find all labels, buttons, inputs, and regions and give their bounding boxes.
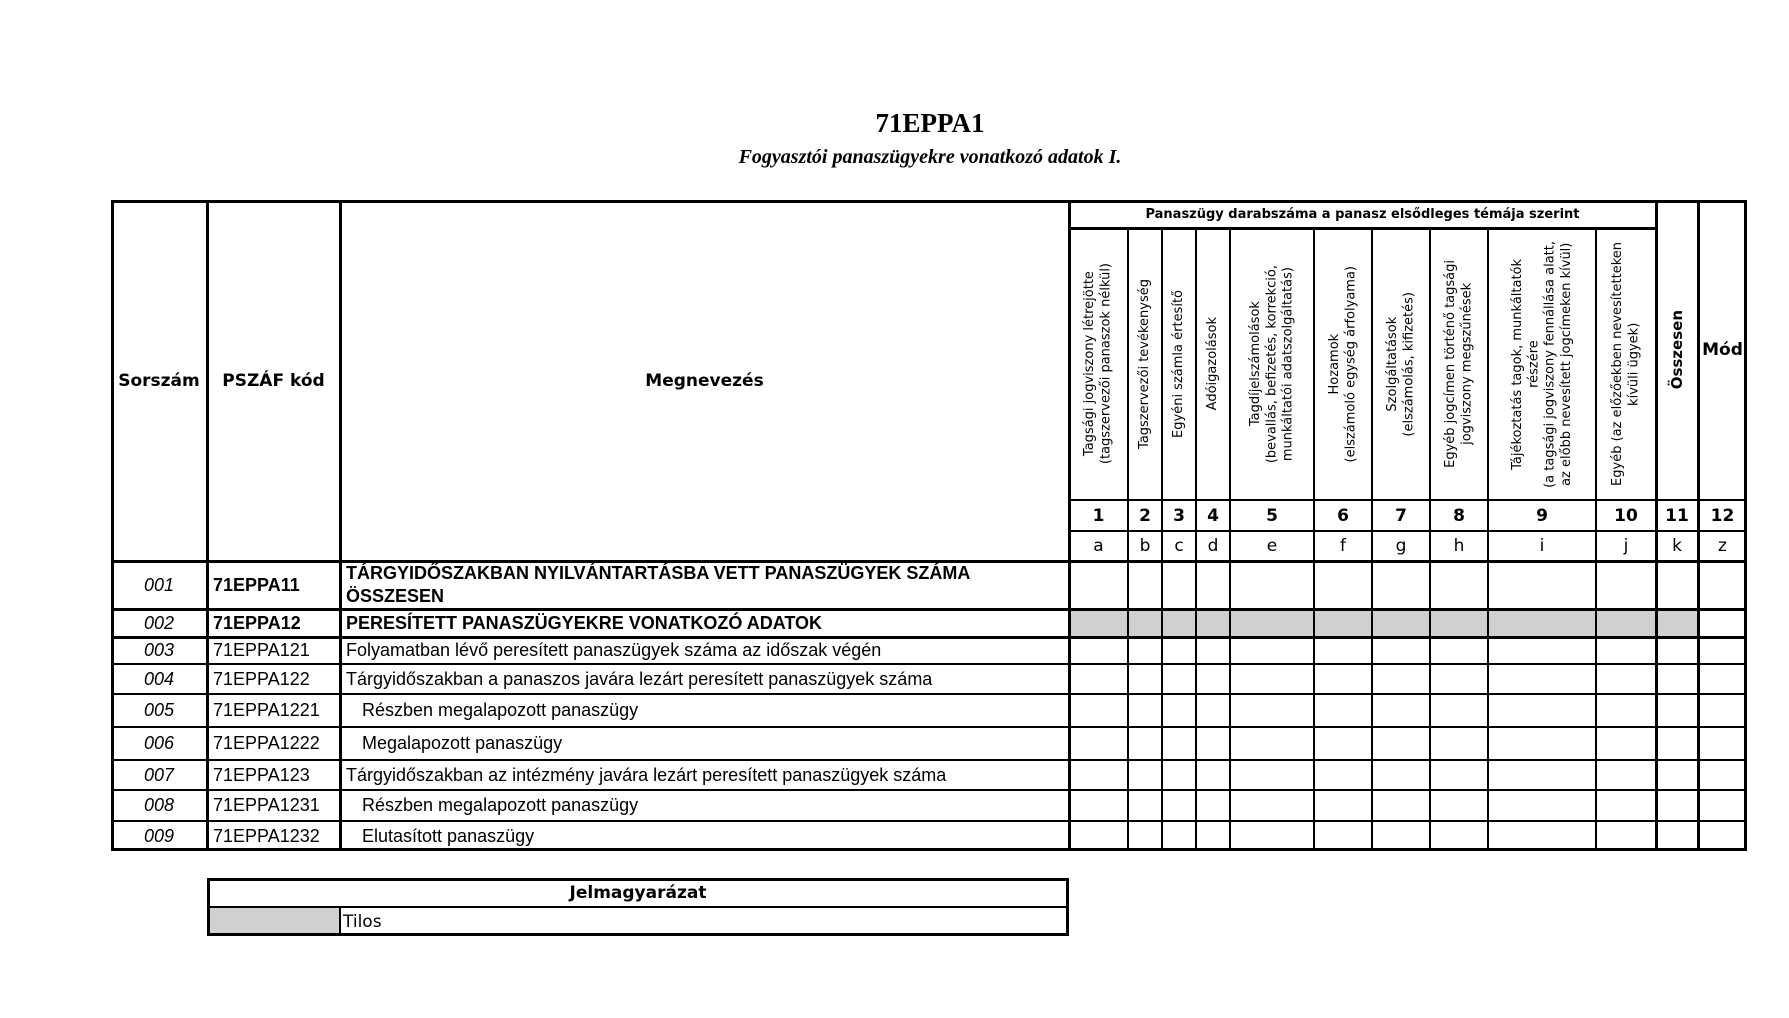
data-cell[interactable] <box>1314 727 1372 760</box>
data-cell[interactable] <box>1488 664 1596 694</box>
row-megnevezes: PERESÍTETT PANASZÜGYEKRE VONATKOZÓ ADATOK <box>346 612 823 633</box>
data-cell[interactable] <box>1196 664 1230 694</box>
grid-line <box>339 907 341 936</box>
column-header-label: Egyéb (az előzőekben nevesítetteken kívüli ügyek) <box>1609 242 1641 486</box>
data-cell[interactable] <box>1196 790 1230 821</box>
data-cell[interactable] <box>1698 790 1747 821</box>
data-cell[interactable] <box>1196 727 1230 760</box>
header-mod: Mód <box>1702 340 1743 360</box>
row-kod: 71EPPA1222 <box>213 733 320 753</box>
grid-line <box>1487 228 1489 851</box>
data-cell[interactable] <box>1596 790 1656 821</box>
data-cell[interactable] <box>1162 760 1196 790</box>
column-number: 1 <box>1092 505 1105 526</box>
data-cell[interactable] <box>1196 821 1230 851</box>
grid-line <box>206 200 209 851</box>
data-cell[interactable] <box>1162 694 1196 727</box>
data-cell[interactable] <box>1162 790 1196 821</box>
form-title: 71EPPA1 <box>875 108 985 138</box>
data-cell[interactable] <box>1162 664 1196 694</box>
column-header-label: Tagsági jogviszony létrejötte (tagszervezői panaszok nélkül) <box>1082 263 1114 465</box>
header-group-title: Panaszügy darabszáma a panasz elsődleges témája szerint <box>1145 206 1580 222</box>
grid-line <box>1127 228 1129 851</box>
row-megnevezes: Megalapozott panaszügy <box>362 733 563 753</box>
data-cell[interactable] <box>1430 790 1488 821</box>
grid-line <box>1429 228 1431 851</box>
data-cell[interactable] <box>1230 664 1314 694</box>
tilos-cell <box>1069 609 1698 637</box>
data-cell[interactable] <box>1128 637 1162 664</box>
data-cell[interactable] <box>1488 821 1596 851</box>
header-osszesen <box>1656 200 1698 500</box>
data-cell[interactable] <box>1069 790 1128 821</box>
column-letter: h <box>1453 536 1465 556</box>
data-cell[interactable] <box>1596 664 1656 694</box>
data-cell[interactable] <box>1372 790 1430 821</box>
column-number: 5 <box>1266 505 1278 526</box>
column-header-label: Hozamok (elszámoló egység árfolyama) <box>1326 265 1358 463</box>
data-cell[interactable] <box>1314 790 1372 821</box>
data-cell[interactable] <box>1488 637 1596 664</box>
row-kod: 71EPPA1232 <box>213 825 320 846</box>
row-megnevezes: Részben megalapozott panaszügy <box>362 700 639 720</box>
column-header-label: Egyéb jogcímen történő tagsági jogviszony megszűnések <box>1442 260 1474 468</box>
data-cell[interactable] <box>1430 694 1488 727</box>
data-cell[interactable] <box>1656 664 1698 694</box>
data-cell[interactable] <box>1372 694 1430 727</box>
grid-line <box>1655 200 1658 851</box>
data-cell[interactable] <box>1372 637 1430 664</box>
data-cell[interactable] <box>1596 727 1656 760</box>
row-megnevezes: Részben megalapozott panaszügy <box>362 795 639 815</box>
column-number: 3 <box>1173 505 1185 526</box>
grid-line <box>207 906 1069 908</box>
legend-swatch <box>207 907 340 936</box>
data-cell[interactable] <box>1314 561 1372 609</box>
data-cell[interactable] <box>1314 694 1372 727</box>
data-cell[interactable] <box>1430 561 1488 609</box>
grid-line <box>111 820 1747 822</box>
grid-line <box>1313 228 1315 851</box>
grid-line <box>1069 227 1656 230</box>
column-number: 11 <box>1665 505 1689 526</box>
grid-line <box>1161 228 1163 851</box>
column-number: 8 <box>1453 505 1465 526</box>
row-kod: 71EPPA1221 <box>213 700 320 720</box>
data-cell[interactable] <box>1596 821 1656 851</box>
data-cell[interactable] <box>1069 694 1128 727</box>
row-sorszam: 009 <box>143 825 175 846</box>
data-cell[interactable] <box>1430 760 1488 790</box>
data-cell[interactable] <box>1656 790 1698 821</box>
data-cell[interactable] <box>1196 561 1230 609</box>
row-kod: 71EPPA122 <box>213 668 310 689</box>
column-letter: f <box>1340 536 1346 556</box>
data-cell[interactable] <box>1196 694 1230 727</box>
column-header-label: Tagdíjelszámolások (bevallás, befizetés, korrekció, munkáltatói adatszolgáltatás) <box>1247 264 1296 464</box>
row-sorszam: 007 <box>143 764 175 785</box>
grid-line <box>111 789 1747 791</box>
column-header-2 <box>1128 228 1162 500</box>
data-cell[interactable] <box>1596 561 1656 609</box>
grid-line <box>1229 228 1231 851</box>
data-cell[interactable] <box>1596 637 1656 664</box>
data-cell[interactable] <box>1162 561 1196 609</box>
data-cell[interactable] <box>1656 637 1698 664</box>
form-subtitle: Fogyasztói panaszügyekre vonatkozó adatok I. <box>738 146 1122 168</box>
data-cell[interactable] <box>1698 637 1747 664</box>
data-cell[interactable] <box>1430 664 1488 694</box>
row-kod: 71EPPA1231 <box>213 795 320 815</box>
data-cell[interactable] <box>1488 694 1596 727</box>
data-cell[interactable] <box>1230 727 1314 760</box>
data-cell[interactable] <box>1314 760 1372 790</box>
row-sorszam: 003 <box>143 640 175 660</box>
grid-line <box>111 636 1747 639</box>
data-cell[interactable] <box>1128 821 1162 851</box>
row-megnevezes: Elutasított panaszügy <box>362 825 535 846</box>
data-cell[interactable] <box>1430 727 1488 760</box>
row-kod: 71EPPA123 <box>213 764 310 785</box>
grid-line <box>207 933 1069 936</box>
column-header-9 <box>1488 228 1596 500</box>
data-cell[interactable] <box>1230 694 1314 727</box>
column-number: 12 <box>1710 505 1735 526</box>
data-cell[interactable] <box>1230 561 1314 609</box>
row-megnevezes: Tárgyidőszakban az intézmény javára lezárt peresített panaszügyek száma <box>346 764 947 785</box>
header-pszaf-kod: PSZÁF kód <box>222 370 325 391</box>
grid-line <box>1595 228 1597 851</box>
column-letter: a <box>1093 536 1104 556</box>
grid-line <box>1068 200 1071 851</box>
data-cell[interactable] <box>1430 821 1488 851</box>
data-cell[interactable] <box>1656 727 1698 760</box>
data-cell[interactable] <box>1698 760 1747 790</box>
data-cell[interactable] <box>1372 760 1430 790</box>
data-cell[interactable] <box>1128 727 1162 760</box>
data-cell[interactable] <box>1698 821 1747 851</box>
data-cell[interactable] <box>1069 561 1128 609</box>
column-header-label: Szolgáltatások (elszámolás, kifizetés) <box>1384 291 1416 437</box>
column-number: 6 <box>1337 505 1349 526</box>
data-cell[interactable] <box>1128 561 1162 609</box>
data-cell[interactable] <box>1488 727 1596 760</box>
data-cell[interactable] <box>1656 561 1698 609</box>
column-number: 10 <box>1614 505 1638 526</box>
legend-title: Jelmagyarázat <box>569 882 707 903</box>
grid-line <box>111 759 1747 761</box>
column-letter: i <box>1539 536 1545 556</box>
column-header-label: Tájékoztatás tagok, munkáltatók részére (a tagsági jogviszony fennállása alatt, az előbb nevesített jogcímeken kívül) <box>1509 240 1574 488</box>
row-sorszam: 005 <box>143 700 175 720</box>
header-megnevezes: Megnevezés <box>645 370 764 391</box>
row-sorszam: 002 <box>143 612 175 633</box>
column-header-label: Egyéni számla értesítő <box>1170 290 1186 438</box>
data-cell[interactable] <box>1230 821 1314 851</box>
column-number: 4 <box>1207 505 1219 526</box>
column-header-10 <box>1596 228 1656 500</box>
data-cell[interactable] <box>1314 637 1372 664</box>
column-header-4 <box>1196 228 1230 500</box>
header-sorszam: Sorszám <box>118 370 200 391</box>
column-header-label: Tagszervezői tevékenység <box>1136 279 1152 449</box>
grid-line <box>207 878 1069 881</box>
data-cell[interactable] <box>1069 760 1128 790</box>
column-letter: k <box>1672 536 1682 556</box>
data-cell[interactable] <box>1128 790 1162 821</box>
column-letter: z <box>1718 536 1727 556</box>
header-osszesen-label: Összesen <box>1667 310 1686 390</box>
grid-line <box>111 200 1747 203</box>
grid-line <box>111 663 1747 665</box>
data-cell[interactable] <box>1230 790 1314 821</box>
data-cell[interactable] <box>1128 664 1162 694</box>
grid-line <box>1069 499 1747 501</box>
grid-line <box>339 200 342 851</box>
data-cell[interactable] <box>1488 760 1596 790</box>
column-header-8 <box>1430 228 1488 500</box>
column-header-3 <box>1162 228 1196 500</box>
data-cell[interactable] <box>1698 664 1747 694</box>
data-cell[interactable] <box>1656 821 1698 851</box>
row-kod: 71EPPA11 <box>213 574 300 595</box>
column-header-6 <box>1314 228 1372 500</box>
data-cell[interactable] <box>1488 561 1596 609</box>
data-cell[interactable] <box>1314 664 1372 694</box>
column-letter: g <box>1395 536 1407 556</box>
grid-line <box>111 560 1747 563</box>
grid-line <box>111 726 1747 728</box>
column-letter: c <box>1174 536 1184 556</box>
row-sorszam: 008 <box>143 795 175 815</box>
data-cell[interactable] <box>1162 821 1196 851</box>
data-cell[interactable] <box>1196 637 1230 664</box>
row-megnevezes: Folyamatban lévő peresített panaszügyek száma az időszak végén <box>346 640 882 660</box>
data-cell[interactable] <box>1596 760 1656 790</box>
data-cell[interactable] <box>1488 790 1596 821</box>
data-cell[interactable] <box>1128 760 1162 790</box>
column-number: 9 <box>1536 505 1548 526</box>
row-sorszam: 001 <box>143 574 175 595</box>
grid-line <box>111 200 114 851</box>
column-letter: d <box>1207 536 1219 556</box>
data-cell[interactable] <box>1698 561 1747 609</box>
data-cell[interactable] <box>1069 821 1128 851</box>
grid-line <box>1069 530 1747 532</box>
column-letter: b <box>1139 536 1151 556</box>
column-letter: e <box>1266 536 1278 556</box>
data-cell[interactable] <box>1230 637 1314 664</box>
data-cell[interactable] <box>1314 821 1372 851</box>
grid-line <box>1744 200 1747 851</box>
grid-line <box>1697 200 1700 851</box>
data-cell[interactable] <box>1372 727 1430 760</box>
data-cell[interactable] <box>1069 727 1128 760</box>
column-header-label: Adóigazolások <box>1204 317 1220 411</box>
column-header-7 <box>1372 228 1430 500</box>
data-cell[interactable] <box>1656 760 1698 790</box>
data-cell[interactable] <box>1372 821 1430 851</box>
row-megnevezes: TÁRGYIDŐSZAKBAN NYILVÁNTARTÁSBA VETT PANASZÜGYEK SZÁMA ÖSSZESEN <box>346 563 970 606</box>
data-cell[interactable] <box>1656 694 1698 727</box>
grid-line <box>1371 228 1373 851</box>
column-number: 2 <box>1139 505 1151 526</box>
column-header-1 <box>1069 228 1128 500</box>
column-header-5 <box>1230 228 1314 500</box>
grid-line <box>111 608 1747 611</box>
grid-line <box>111 848 1747 851</box>
data-cell[interactable] <box>1128 694 1162 727</box>
grid-line <box>111 693 1747 695</box>
data-cell[interactable] <box>1162 637 1196 664</box>
data-cell[interactable] <box>1698 609 1747 637</box>
row-sorszam: 006 <box>143 733 175 753</box>
column-letter: j <box>1623 536 1629 556</box>
data-cell[interactable] <box>1372 664 1430 694</box>
row-sorszam: 004 <box>143 668 175 689</box>
row-kod: 71EPPA12 <box>213 612 301 633</box>
column-number: 7 <box>1395 505 1407 526</box>
data-cell[interactable] <box>1230 760 1314 790</box>
data-cell[interactable] <box>1069 637 1128 664</box>
data-cell[interactable] <box>1698 694 1747 727</box>
data-cell[interactable] <box>1430 637 1488 664</box>
data-cell[interactable] <box>1196 760 1230 790</box>
legend-label: Tilos <box>343 911 382 932</box>
data-cell[interactable] <box>1162 727 1196 760</box>
data-cell[interactable] <box>1698 727 1747 760</box>
grid-line <box>1195 228 1197 851</box>
data-cell[interactable] <box>1069 664 1128 694</box>
data-cell[interactable] <box>1596 694 1656 727</box>
row-megnevezes: Tárgyidőszakban a panaszos javára lezárt peresített panaszügyek száma <box>346 668 933 689</box>
row-kod: 71EPPA121 <box>213 640 310 660</box>
data-cell[interactable] <box>1372 561 1430 609</box>
